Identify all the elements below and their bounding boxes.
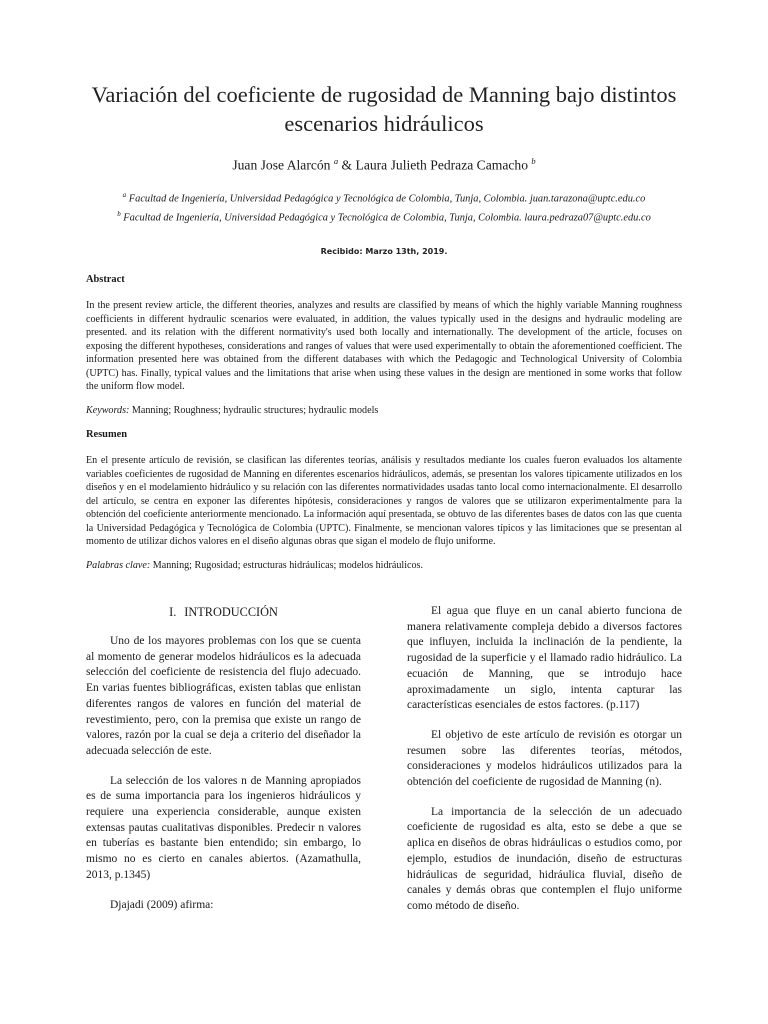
abstract-keywords [86,404,682,418]
objective-paragraph: El objetivo de este artículo de revisión es otorgar un resumen sobre las diferentes teorías, métodos, consideraciones y modelos hidráulicos utilizados para la obtención del coeficiente de rugosidad de Manning (n). [407,728,682,789]
affiliation-b [86,207,682,226]
abstract-heading: Abstract [86,274,125,286]
affiliation-b-mark: b [117,209,121,218]
title-line-1: Variación del coeficiente de rugosidad de Manning bajo distintos [91,82,677,107]
author-1-mark: a [333,156,339,166]
intro-paragraph-2: La selección de los valores n de Manning apropiados es de suma importancia para los ingenieros hidráulicos y requiere una experiencia considerable, aunque existen extensas pautas cualitativas disponibles. Predecir n valores en tuberías es bastante bien entendido; sin embargo, lo mismo no es cierto en canales abiertos. (Azamathulla, 2013, p.1345) [86,774,361,881]
abstract-text: In the present review article, the different theories, analyzes and results are classified by means of which the highly variable Manning roughness coefficients in different hydraulic scenarios were evaluated, in addition, the values typically used in the designs and hydraulic modeling are presented. and its relation with the different normativity's used both locally and internationally. The development of the article, focuses on exposing the different hypotheses, considerations and ranges of values that were used experimentally to obtain the aforementioned coefficient. The information presented here was obtained from the different databases with which the Pedagogic and Technological University of Colombia (UPTC) has. Finally, typical values and the limitations that arise when using these values in the design are mentioned in some works that follow the uniform flow model. [86,300,682,393]
affiliation-a-text: Facultad de Ingeniería, Universidad Pedagógica y Tecnológica de Colombia, Tunja, Colombia. juan.tarazona@uptc.edu.co [128,193,646,204]
section-title-text: INTRODUCCIÓN [184,605,278,619]
author-list [86,152,682,175]
keywords-label: Keywords: [86,404,130,416]
palabras-clave-text: Manning; Rugosidad; estructuras hidráulicas; modelos hidráulicos. [152,559,423,571]
affiliation-list [86,188,682,226]
author-separator: & [338,157,356,173]
importance-paragraph: La importancia de la selección de un adecuado coeficiente de rugosidad es alta, esto se debe a que se aplica en diseños de obras hidráulicas o estudios como, por ejemplo, estudios de inundación, diseño de estructuras hidráulicas de seguridad, hidráulica fluvial, diseño de canales y demás obras que contemplen el flujo uniforme como método de diseño. [407,805,682,912]
paper-title [86,0,682,138]
resumen-text: En el presente artículo de revisión, se clasifican las diferentes teorías, análisis y resultados mediante los cuales fueron evaluados los altamente variables coeficientes de rugosidad de Manning en diferentes escenarios hidráulicos, además, se presentan los valores típicamente utilizados en los diseños y en el modelamiento hidráulico y su relación con las diferentes normatividades usadas tanto local como internacionalmente. El desarrollo del artículo, se centra en exponer las diferentes hipótesis, consideraciones y rangos de valores que se utilizaron experimentalmente para la obtención del coeficiente anteriormente mencionado. La información aquí presentada, se obtuvo de las diferentes bases de datos con las que cuenta la Universidad Pedagógica y Tecnológica de Colombia (UPTC). Finalmente, se mencionan valores típicos y las limitaciones que se presentan al momento de utilizar dichos valores en el diseño algunas obras que sigan el modelo de flujo uniforme. [86,455,682,548]
keywords-text: Manning; Roughness; hydraulic structures; hydraulic models [131,404,379,416]
affiliation-a [86,188,682,207]
author-2: Laura Julieth Pedraza Camacho [355,157,529,173]
intro-paragraph-1: Uno de los mayores problemas con los que se cuenta al momento de generar modelos hidráulicos es la adecuada selección del coeficiente de resistencia del flujo adecuado. En varias fuentes bibliográficas, existen tablas que enlistan diferentes rangos de valores en función del material de revestimiento, pero, con la premisa que existe un rango de valores, razón por la cual se deja a criterio del diseñador la adecuada selección de este. [86,635,361,757]
section-number: I. [169,605,177,619]
palabras-clave-label: Palabras clave: [86,559,151,571]
received-date: Recibido: Marzo 13th, 2019. [320,247,448,257]
section-title-introduccion [86,604,361,620]
title-line-2: escenarios hidráulicos [284,111,484,136]
intro-paragraph-3: Djajadi (2009) afirma: [110,898,214,911]
affiliation-a-mark: a [122,190,127,199]
body-columns [86,604,682,915]
resumen-keywords [86,559,682,573]
author-2-mark: b [531,156,536,166]
left-column [86,604,361,915]
quote-paragraph: El agua que fluye en un canal abierto funciona de manera relativamente compleja debido a diversos factores que influyen, incluida la inclinación de la pendiente, la rugosidad de la superficie y el llamado radio hidráulico. La ecuación de Manning, que se introdujo hace aproximadamente un siglo, intenta capturar las características esenciales de estos factores. (p.117) [407,605,682,712]
right-column [407,604,682,915]
author-1: Juan Jose Alarcón [232,157,331,173]
resumen-heading: Resumen [86,429,127,441]
affiliation-b-text: Facultad de Ingeniería, Universidad Pedagógica y Tecnológica de Colombia, Tunja, Colombia. laura.pedraza07@uptc.edu.co [123,211,651,223]
